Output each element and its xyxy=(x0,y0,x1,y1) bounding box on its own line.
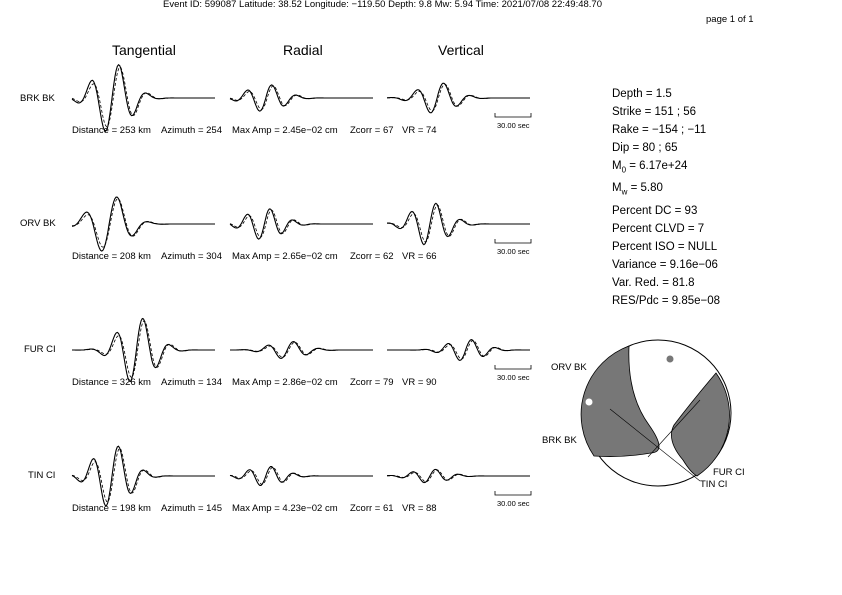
beachball-label-fur: FUR CI xyxy=(713,467,745,478)
station-maxamp: Max Amp = 2.86e−02 cm xyxy=(232,377,338,388)
station-zcorr: Zcorr = 61 xyxy=(350,503,394,514)
station-label: BRK BK xyxy=(20,93,55,104)
scalebar-label: 30.00 sec xyxy=(497,247,530,256)
waveforms xyxy=(72,65,530,506)
station-vr: VR = 66 xyxy=(402,251,437,262)
synthetic-waveform xyxy=(72,321,215,377)
scalebar xyxy=(495,491,531,495)
beachball-label-brk: BRK BK xyxy=(542,435,577,446)
synthetic-waveform xyxy=(72,448,215,502)
beachball-label-orv: ORV BK xyxy=(551,362,587,373)
synthetic-waveform xyxy=(387,84,530,111)
observed-waveform xyxy=(230,85,373,111)
param-pct-clvd: Percent CLVD = 7 xyxy=(612,222,705,235)
station-azimuth: Azimuth = 145 xyxy=(161,503,222,514)
observed-waveform xyxy=(230,467,373,486)
station-vr: VR = 88 xyxy=(402,503,437,514)
station-azimuth: Azimuth = 304 xyxy=(161,251,222,262)
column-title-vertical: Vertical xyxy=(438,42,484,58)
station-azimuth: Azimuth = 134 xyxy=(161,377,222,388)
beachball-label-tin: TIN CI xyxy=(700,479,728,490)
param-m0: $M_0 = 6.17e+24$ xyxy=(612,160,688,175)
station-distance: Distance = 208 km xyxy=(72,251,151,262)
station-distance: Distance = 326 km xyxy=(72,377,151,388)
page-indicator: page 1 of 1 xyxy=(706,14,754,25)
station-label: ORV BK xyxy=(20,218,56,229)
station-distance: Distance = 253 km xyxy=(72,125,151,136)
param-depth: Depth = 1.5 xyxy=(612,88,672,100)
observed-waveform xyxy=(72,197,215,251)
p-axis-marker xyxy=(667,356,674,363)
synthetic-waveform xyxy=(72,199,215,247)
scalebar xyxy=(495,113,531,117)
station-maxamp: Max Amp = 4.23e−02 cm xyxy=(232,503,338,514)
station-zcorr: Zcorr = 62 xyxy=(350,251,394,262)
scalebar xyxy=(495,365,531,369)
synthetic-waveform xyxy=(72,67,215,127)
station-maxamp: Max Amp = 2.65e−02 cm xyxy=(232,251,338,262)
param-variance: Variance = 9.16e−06 xyxy=(612,258,718,271)
param-strike: Strike = 151 ; 56 xyxy=(612,106,697,118)
scalebar-label: 30.00 sec xyxy=(497,121,530,130)
t-axis-marker xyxy=(586,399,593,406)
station-zcorr: Zcorr = 79 xyxy=(350,377,394,388)
param-pct-iso: Percent ISO = NULL xyxy=(612,240,718,253)
station-azimuth: Azimuth = 254 xyxy=(161,125,222,136)
param-res-pdc: RES/Pdc = 9.85e−08 xyxy=(612,294,721,307)
scalebar xyxy=(495,239,531,243)
station-label: FUR CI xyxy=(24,344,56,355)
event-header: Event ID: 599087 Latitude: 38.52 Longitude: −119.50 Depth: 9.8 Mw: 5.94 Time: 2021/07/08 22:49:48.70 xyxy=(163,0,602,10)
station-maxamp: Max Amp = 2.45e−02 cm xyxy=(232,125,338,136)
column-title-radial: Radial xyxy=(283,42,323,58)
scalebar-label: 30.00 sec xyxy=(497,499,530,508)
column-title-tangential: Tangential xyxy=(112,42,176,58)
param-rake: Rake = −154 ; −11 xyxy=(612,124,707,136)
beachball xyxy=(581,340,731,486)
station-distance: Distance = 198 km xyxy=(72,503,151,514)
station-vr: VR = 90 xyxy=(402,377,437,388)
observed-waveform xyxy=(72,446,215,506)
scalebar-label: 30.00 sec xyxy=(497,373,530,382)
observed-waveform xyxy=(230,209,373,239)
station-zcorr: Zcorr = 67 xyxy=(350,125,394,136)
param-mw: $M_w = 5.80$ xyxy=(612,182,663,197)
observed-waveform xyxy=(72,319,215,382)
param-dip: Dip = 80 ; 65 xyxy=(612,142,678,154)
synthetic-waveform xyxy=(387,341,530,360)
station-label: TIN CI xyxy=(28,470,56,481)
scalebars xyxy=(495,113,531,495)
param-pct-dc: Percent DC = 93 xyxy=(612,204,698,217)
param-var-red: Var. Red. = 81.8 xyxy=(612,276,695,289)
station-vr: VR = 74 xyxy=(402,125,437,136)
